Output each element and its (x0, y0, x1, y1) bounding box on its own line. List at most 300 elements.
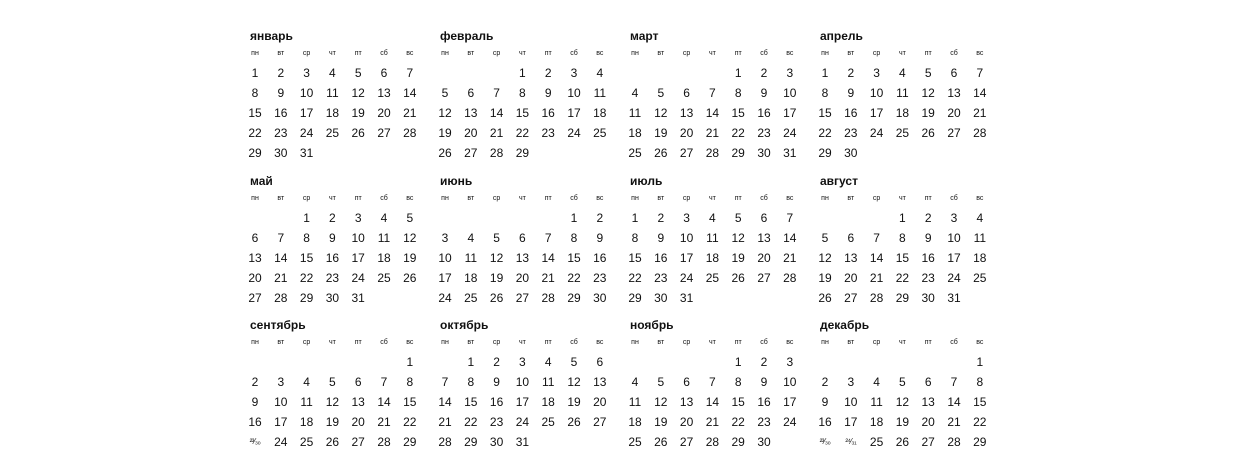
day-cell: 21 (869, 271, 884, 285)
day-cell: 4 (544, 355, 552, 369)
day-cell: 27 (921, 435, 935, 449)
day-cell: 28 (438, 435, 452, 449)
day-cell: 18 (628, 126, 642, 140)
day-cell: 23 (325, 271, 340, 285)
day-cell: 6 (380, 66, 388, 80)
day-cell: 1 (519, 66, 526, 80)
weekday-label: пн (251, 50, 259, 57)
weekday-label: пт (734, 195, 742, 202)
day-cell: 13 (679, 106, 694, 120)
day-cell: 5 (734, 211, 742, 225)
day-cell: 28 (783, 271, 797, 285)
weekday-label: вт (657, 339, 665, 346)
weekday-label: пн (441, 195, 449, 202)
weekday-label: вс (786, 339, 794, 346)
weekday-label: ср (682, 339, 691, 346)
month-name: июнь (440, 174, 473, 188)
day-cell: 4 (380, 211, 388, 225)
day-cell: 15 (464, 395, 478, 409)
weekday-label: ср (492, 195, 501, 202)
day-cell: 25 (541, 415, 555, 429)
weekday-label: вс (976, 195, 984, 202)
day-cell: 1 (406, 355, 414, 369)
day-cell: 8 (570, 231, 578, 245)
day-cell: 10 (869, 86, 884, 100)
day-cell: 22 (567, 271, 581, 285)
day-cell: 7 (380, 375, 388, 389)
day-cell: 20 (947, 106, 961, 120)
day-cell: 24 (567, 126, 581, 140)
weekday-label: ср (302, 50, 311, 57)
weekday-label: сб (570, 339, 578, 346)
day-cell: 28 (489, 146, 504, 160)
day-cell: 26 (351, 126, 365, 140)
day-cell: 9 (277, 86, 285, 100)
day-cell: 20 (515, 271, 530, 285)
day-cell: 19 (351, 106, 365, 120)
day-cell: 3 (354, 211, 362, 225)
day-cell: 17 (869, 106, 884, 120)
day-cell: 2 (251, 375, 259, 389)
day-cell: 2 (657, 211, 665, 225)
day-cell: 3 (786, 355, 794, 369)
weekday-label: сб (380, 50, 388, 57)
day-cell: 5 (354, 66, 362, 80)
day-cell: 19 (567, 395, 581, 409)
weekday-label: сб (760, 195, 768, 202)
day-cell: 11 (326, 86, 339, 100)
day-cell: 15 (731, 106, 745, 120)
day-cell: 15 (403, 395, 417, 409)
day-cell: 28 (869, 291, 884, 305)
day-cell: 21 (705, 415, 720, 429)
day-cell: 26 (567, 415, 581, 429)
day-cell: 21 (783, 251, 797, 265)
day-cell: 10 (844, 395, 858, 409)
day-cell: 31 (783, 146, 797, 160)
day-cell: 25 (464, 291, 478, 305)
day-cell: 5 (329, 375, 336, 389)
day-cell: 17 (515, 395, 530, 409)
day-cell: 4 (631, 375, 639, 389)
day-cell: 20 (351, 415, 365, 429)
day-cell: 19 (403, 251, 417, 265)
day-cell: 19 (921, 106, 935, 120)
day-cell: 27 (593, 415, 607, 429)
day-cell: 29 (731, 146, 745, 160)
day-cell: 7 (786, 211, 794, 225)
day-cell: 31 (351, 291, 365, 305)
day-cell: 7 (277, 231, 285, 245)
day-cell: 5 (441, 86, 449, 100)
day-cell: 12 (654, 395, 668, 409)
day-cell: 19 (731, 251, 745, 265)
day-cell: 20 (921, 415, 935, 429)
day-cell: 1 (570, 211, 578, 225)
day-cell: 13 (679, 395, 694, 409)
day-cell: 27 (464, 146, 478, 160)
day-cell: 9 (760, 375, 768, 389)
day-cell: 24 (299, 126, 314, 140)
day-cell: 4 (329, 66, 336, 80)
day-cell: 15 (628, 251, 642, 265)
weekday-label: вт (277, 339, 285, 346)
day-cell: 22 (731, 126, 745, 140)
day-cell: 16 (325, 251, 340, 265)
day-cell: 19 (654, 126, 668, 140)
day-cell: 1 (467, 355, 475, 369)
day-cell: 27 (844, 291, 858, 305)
day-cell: 12 (654, 106, 668, 120)
day-cell: 28 (541, 291, 555, 305)
day-cell: 10 (351, 231, 365, 245)
day-cell: 13 (757, 231, 771, 245)
day-cell: 8 (467, 375, 475, 389)
weekday-label: вт (467, 50, 475, 57)
day-cell: 14 (869, 251, 884, 265)
day-cell: 3 (950, 211, 958, 225)
day-cell: 13 (921, 395, 935, 409)
day-cell: 8 (303, 231, 310, 245)
day-cell: 15 (731, 395, 745, 409)
day-cell: 5 (899, 375, 906, 389)
day-cell: 31 (679, 291, 694, 305)
weekday-label: чт (898, 50, 906, 57)
day-cell: 25 (628, 146, 642, 160)
weekday-label: сб (950, 50, 958, 57)
day-cell: 9 (493, 375, 500, 389)
day-cell: 4 (976, 211, 984, 225)
day-cell: 11 (896, 86, 909, 100)
day-cell: 12 (489, 251, 504, 265)
day-cell: 24 (947, 271, 961, 285)
day-cell: 20 (679, 126, 694, 140)
day-cell: 18 (377, 251, 391, 265)
weekday-label: сб (570, 195, 578, 202)
day-cell: 10 (299, 86, 314, 100)
day-cell: 22 (515, 126, 530, 140)
day-cell: 23 (489, 415, 504, 429)
day-cell: 7 (950, 375, 958, 389)
day-cell: 17 (274, 415, 288, 429)
day-cell: ²³⁄₃₀ (249, 437, 261, 446)
weekday-label: ср (302, 339, 311, 346)
day-cell: 25 (377, 271, 391, 285)
day-cell: 14 (541, 251, 555, 265)
day-cell: 15 (567, 251, 581, 265)
day-cell: 10 (783, 86, 797, 100)
day-cell: 27 (377, 126, 391, 140)
day-cell: 11 (870, 395, 883, 409)
day-cell: 31 (299, 146, 314, 160)
weekday-label: ср (682, 195, 691, 202)
day-cell: 28 (403, 126, 417, 140)
weekday-label: ср (492, 50, 501, 57)
day-cell: 5 (657, 86, 665, 100)
day-cell: 4 (709, 211, 716, 225)
weekday-label: пт (924, 50, 932, 57)
day-cell: 5 (657, 375, 665, 389)
day-cell: 15 (973, 395, 987, 409)
weekday-label: пт (544, 339, 552, 346)
day-cell: 2 (544, 66, 552, 80)
day-cell: 29 (818, 146, 832, 160)
weekday-label: ср (872, 339, 881, 346)
day-cell: 25 (895, 126, 910, 140)
weekday-label: вт (467, 195, 475, 202)
day-cell: 21 (438, 415, 452, 429)
day-cell: 24 (783, 126, 797, 140)
day-cell: 10 (567, 86, 581, 100)
weekday-label: сб (950, 195, 958, 202)
day-cell: 21 (403, 106, 417, 120)
day-cell: 9 (924, 231, 932, 245)
weekday-label: пн (251, 339, 259, 346)
day-cell: 9 (596, 231, 604, 245)
day-cell: 14 (377, 395, 391, 409)
day-cell: 5 (493, 231, 500, 245)
day-cell: 1 (734, 66, 742, 80)
day-cell: 3 (786, 66, 794, 80)
day-cell: 19 (818, 271, 832, 285)
day-cell: 21 (489, 126, 504, 140)
day-cell: 1 (251, 66, 259, 80)
day-cell: 16 (248, 415, 262, 429)
day-cell: 11 (973, 231, 987, 245)
day-cell: 14 (438, 395, 452, 409)
day-cell: 25 (593, 126, 607, 140)
weekday-label: пт (734, 339, 742, 346)
day-cell: 29 (515, 146, 530, 160)
day-cell: 28 (377, 435, 391, 449)
weekday-label: вс (976, 339, 984, 346)
day-cell: 12 (818, 251, 832, 265)
weekday-label: пт (354, 50, 362, 57)
day-cell: 9 (329, 231, 336, 245)
day-cell: 6 (847, 231, 855, 245)
day-cell: 28 (274, 291, 288, 305)
day-cell: 14 (705, 395, 720, 409)
day-cell: 23 (921, 271, 935, 285)
month-name: август (820, 174, 858, 188)
day-cell: 7 (709, 375, 716, 389)
weekday-label: вт (657, 195, 665, 202)
weekday-label: вт (657, 50, 665, 57)
day-cell: 16 (489, 395, 504, 409)
day-cell: 25 (869, 435, 884, 449)
day-cell: 29 (248, 146, 262, 160)
day-cell: 30 (921, 291, 935, 305)
weekday-label: чт (518, 195, 526, 202)
day-cell: 27 (351, 435, 365, 449)
day-cell: 6 (467, 86, 475, 100)
day-cell: 22 (731, 415, 745, 429)
day-cell: 14 (783, 231, 797, 245)
day-cell: 21 (541, 271, 555, 285)
month-name: январь (250, 29, 293, 43)
day-cell: 6 (354, 375, 362, 389)
weekday-label: пн (821, 195, 829, 202)
day-cell: 5 (570, 355, 578, 369)
day-cell: 2 (821, 375, 829, 389)
day-cell: 18 (325, 106, 340, 120)
day-cell: 11 (541, 375, 555, 389)
day-cell: 22 (248, 126, 262, 140)
day-cell: 12 (438, 106, 452, 120)
day-cell: 30 (274, 146, 288, 160)
day-cell: 29 (464, 435, 478, 449)
day-cell: 26 (438, 146, 452, 160)
day-cell: 16 (274, 106, 288, 120)
day-cell: 4 (899, 66, 906, 80)
day-cell: 6 (950, 66, 958, 80)
weekday-label: пн (631, 339, 639, 346)
day-cell: 8 (519, 86, 526, 100)
day-cell: 9 (760, 86, 768, 100)
weekday-label: чт (898, 195, 906, 202)
weekday-label: чт (708, 50, 716, 57)
day-cell: 30 (489, 435, 504, 449)
weekday-label: сб (760, 50, 768, 57)
day-cell: 4 (596, 66, 604, 80)
day-cell: 4 (873, 375, 880, 389)
day-cell: 18 (869, 415, 884, 429)
day-cell: 14 (705, 106, 720, 120)
day-cell: 27 (515, 291, 530, 305)
weekday-label: пн (251, 195, 259, 202)
month-name: сентябрь (250, 318, 306, 332)
day-cell: 18 (593, 106, 607, 120)
day-cell: 23 (757, 126, 771, 140)
day-cell: 23 (654, 271, 668, 285)
day-cell: 25 (705, 271, 720, 285)
day-cell: 6 (596, 355, 604, 369)
day-cell: 30 (654, 291, 668, 305)
day-cell: 8 (734, 375, 742, 389)
day-cell: 5 (821, 231, 829, 245)
day-cell: 6 (683, 86, 690, 100)
day-cell: 11 (593, 86, 607, 100)
weekday-label: вт (847, 50, 855, 57)
day-cell: 1 (631, 211, 639, 225)
day-cell: 22 (895, 271, 910, 285)
weekday-label: вс (786, 50, 794, 57)
day-cell: 29 (973, 435, 987, 449)
day-cell: 28 (705, 435, 720, 449)
month-name: ноябрь (630, 318, 674, 332)
day-cell: 2 (924, 211, 932, 225)
day-cell: ²³⁄₃₀ (819, 437, 831, 446)
weekday-label: ср (682, 50, 691, 57)
day-cell: 26 (921, 126, 935, 140)
day-cell: 25 (325, 126, 340, 140)
day-cell: 29 (567, 291, 581, 305)
day-cell: 15 (299, 251, 314, 265)
day-cell: 30 (844, 146, 858, 160)
weekday-label: пт (734, 50, 742, 57)
weekday-label: вт (467, 339, 475, 346)
day-cell: 11 (464, 251, 478, 265)
day-cell: 22 (628, 271, 642, 285)
day-cell: 13 (844, 251, 858, 265)
day-cell: 11 (628, 106, 642, 120)
weekday-label: чт (708, 195, 716, 202)
day-cell: 25 (628, 435, 642, 449)
day-cell: 17 (844, 415, 858, 429)
day-cell: 22 (818, 126, 832, 140)
day-cell: 27 (679, 146, 694, 160)
day-cell: 2 (760, 355, 768, 369)
weekday-label: пн (631, 195, 639, 202)
day-cell: 13 (377, 86, 391, 100)
day-cell: 16 (921, 251, 935, 265)
day-cell: 5 (924, 66, 932, 80)
day-cell: 1 (899, 211, 906, 225)
day-cell: 17 (947, 251, 961, 265)
day-cell: 7 (976, 66, 984, 80)
day-cell: 11 (706, 231, 719, 245)
day-cell: 27 (757, 271, 771, 285)
day-cell: 14 (274, 251, 288, 265)
day-cell: 26 (731, 271, 745, 285)
weekday-label: вт (847, 339, 855, 346)
day-cell: 7 (441, 375, 449, 389)
weekday-label: сб (380, 195, 388, 202)
weekday-label: сб (570, 50, 578, 57)
day-cell: 12 (403, 231, 417, 245)
weekday-label: пт (544, 50, 552, 57)
day-cell: 9 (657, 231, 665, 245)
day-cell: 6 (251, 231, 259, 245)
day-cell: 22 (403, 415, 417, 429)
month-name: октябрь (440, 318, 489, 332)
day-cell: 20 (248, 271, 262, 285)
weekday-label: вс (596, 339, 604, 346)
weekday-label: вс (596, 195, 604, 202)
day-cell: 10 (438, 251, 452, 265)
day-cell: 20 (593, 395, 607, 409)
day-cell: 14 (489, 106, 504, 120)
day-cell: 4 (631, 86, 639, 100)
weekday-label: пт (924, 195, 932, 202)
weekday-label: вс (406, 195, 414, 202)
day-cell: 25 (299, 435, 314, 449)
day-cell: 29 (731, 435, 745, 449)
day-cell: 3 (277, 375, 285, 389)
day-cell: 24 (515, 415, 530, 429)
day-cell: 30 (757, 435, 771, 449)
day-cell: 10 (274, 395, 288, 409)
day-cell: 16 (593, 251, 607, 265)
day-cell: 26 (325, 435, 340, 449)
day-cell: 28 (973, 126, 987, 140)
day-cell: 3 (441, 231, 449, 245)
day-cell: 13 (515, 251, 530, 265)
day-cell: 12 (351, 86, 365, 100)
weekday-label: пн (821, 339, 829, 346)
day-cell: 15 (818, 106, 832, 120)
weekday-label: вт (277, 50, 285, 57)
day-cell: 12 (731, 231, 745, 245)
day-cell: 7 (406, 66, 414, 80)
day-cell: 8 (899, 231, 906, 245)
day-cell: 6 (683, 375, 690, 389)
day-cell: 21 (947, 415, 961, 429)
day-cell: 31 (515, 435, 530, 449)
day-cell: 6 (760, 211, 768, 225)
day-cell: 1 (303, 211, 310, 225)
day-cell: ²⁴⁄₃₁ (845, 437, 857, 446)
